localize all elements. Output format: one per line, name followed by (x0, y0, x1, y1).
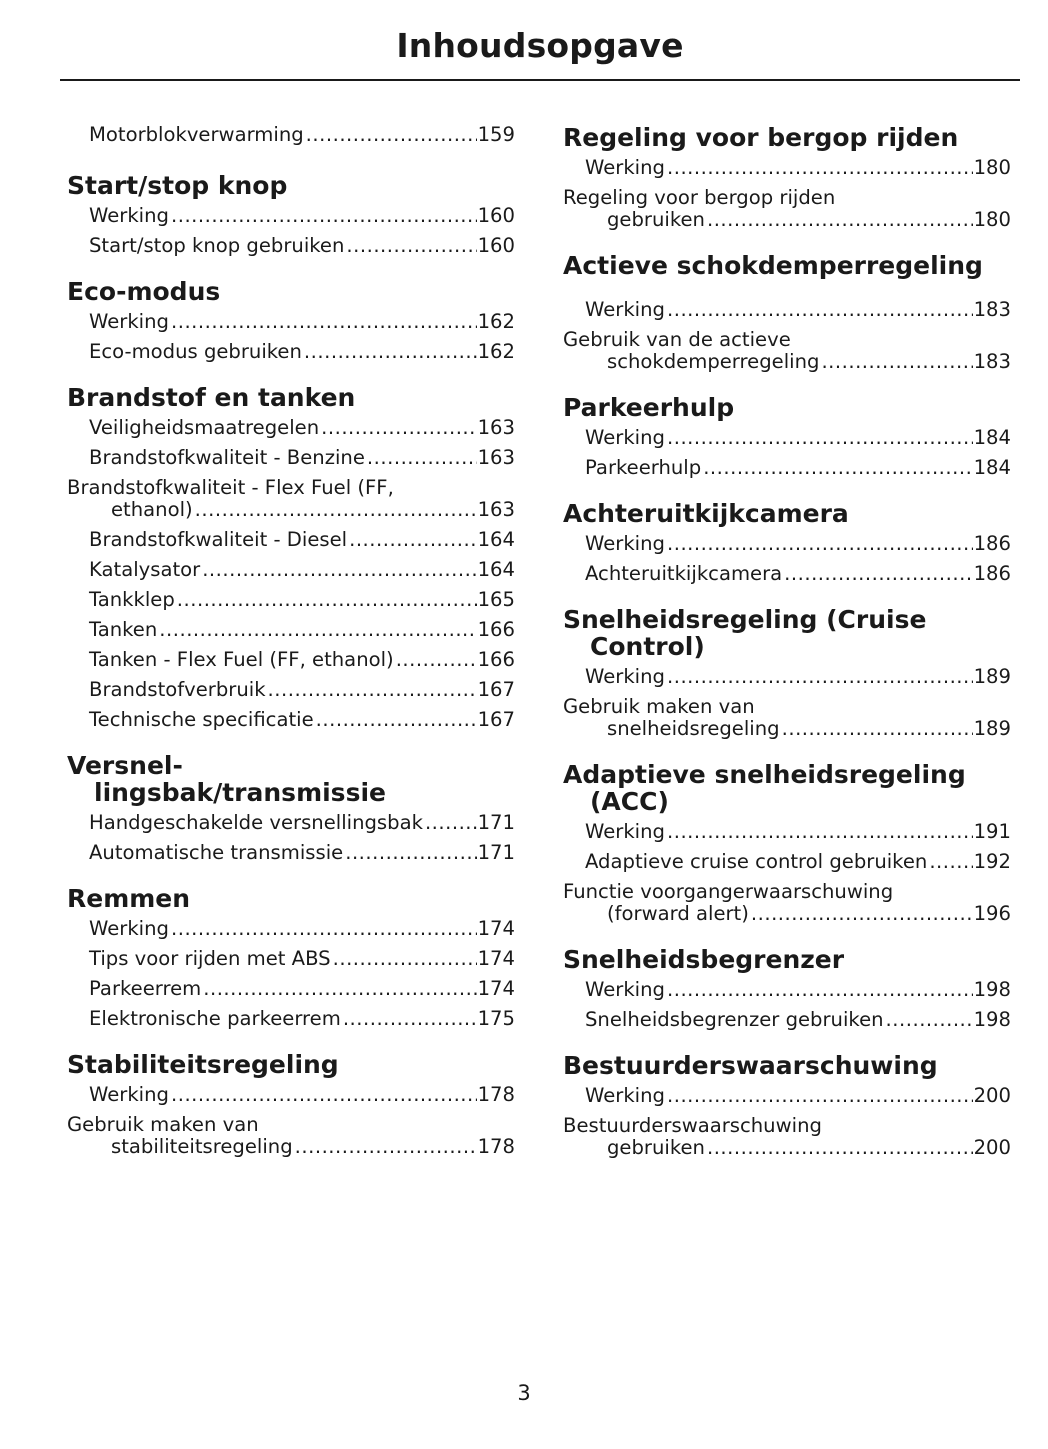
toc-section (67, 885, 515, 1030)
toc-entry-text: Werking (585, 156, 665, 179)
toc-entry-page: 180 (973, 156, 1011, 179)
toc-entry[interactable] (563, 1009, 1011, 1031)
toc-entry[interactable] (67, 311, 515, 333)
toc-entry-page: 167 (477, 678, 515, 701)
toc-entry-page: 166 (477, 648, 515, 671)
toc-entry[interactable] (67, 842, 515, 864)
toc-entry-text: Automatische transmissie (89, 841, 344, 864)
toc-entry-text-line1: Bestuurderswaarschuwing (563, 1114, 822, 1137)
toc-entry[interactable] (67, 918, 515, 940)
toc-section-heading-line: lingsbak/transmissie (94, 778, 386, 807)
toc-leader-dots (306, 124, 477, 146)
toc-entry-text: Werking (89, 204, 169, 227)
toc-section-heading[interactable]: Snelheidsbegrenzer (563, 945, 845, 974)
toc-leader-dots (171, 205, 477, 227)
toc-leader-dots (782, 718, 973, 740)
toc-leader-dots (667, 666, 973, 688)
toc-leader-dots (751, 903, 973, 925)
toc-entry-page: 198 (973, 1008, 1011, 1031)
toc-entry[interactable] (563, 851, 1011, 873)
toc-entry-page: 167 (477, 708, 515, 731)
toc-leader-dots (667, 979, 973, 1001)
toc-entry[interactable] (563, 696, 1011, 740)
toc-section-heading[interactable]: Remmen (67, 884, 191, 913)
toc-section-heading[interactable]: Brandstof en tanken (67, 383, 356, 412)
toc-leader-dots (367, 447, 477, 469)
toc-entry[interactable] (563, 457, 1011, 479)
toc-entry-page: 186 (973, 532, 1011, 555)
toc-entry[interactable] (67, 1114, 515, 1158)
toc-entry-text: Tankklep (89, 588, 175, 611)
toc-entry-text-line1: Gebruik maken van (563, 695, 755, 718)
toc-entry[interactable] (563, 666, 1011, 688)
toc-leader-dots (929, 851, 972, 873)
toc-section-heading-line: (ACC) (590, 787, 669, 816)
toc-entry[interactable] (67, 447, 515, 469)
toc-entry-text: Brandstofkwaliteit - Benzine (89, 446, 365, 469)
toc-entry-text: Werking (585, 298, 665, 321)
toc-entry[interactable] (67, 948, 515, 970)
toc-section-heading[interactable]: Actieve schokdemperregeling (563, 251, 983, 280)
toc-entry-page: 171 (477, 811, 515, 834)
toc-entry[interactable] (67, 1008, 515, 1030)
toc-entry-page: 171 (477, 841, 515, 864)
toc-entry[interactable] (563, 979, 1011, 1001)
toc-entry-text: snelheidsregeling (607, 717, 780, 740)
toc-entry[interactable] (563, 299, 1011, 321)
toc-section-heading[interactable]: Start/stop knop (67, 171, 288, 200)
toc-section (67, 278, 515, 363)
toc-entry-page: 160 (477, 234, 515, 257)
toc-entry-page: 192 (973, 850, 1011, 873)
toc-leader-dots (203, 978, 476, 1000)
toc-section-heading-line: Versnel- (67, 751, 183, 780)
toc-entry-text: Brandstofkwaliteit - Diesel (89, 528, 348, 551)
toc-entry[interactable] (563, 157, 1011, 179)
toc-entry-page: 159 (477, 123, 515, 146)
toc-left-column (67, 124, 515, 1179)
toc-entry[interactable] (67, 559, 515, 581)
toc-entry-page: 163 (477, 416, 515, 439)
toc-leader-dots (345, 842, 476, 864)
toc-entry-page: 175 (477, 1007, 515, 1030)
toc-leader-dots (268, 679, 477, 701)
toc-entry-text-line1: Gebruik maken van (67, 1113, 259, 1136)
toc-entry-text: Werking (585, 978, 665, 1001)
toc-entry-text: Technische specificatie (89, 708, 314, 731)
toc-leader-dots (202, 559, 476, 581)
toc-entry-text: (forward alert) (607, 902, 749, 925)
toc-entry[interactable] (563, 1085, 1011, 1107)
toc-section-heading[interactable]: Parkeerhulp (563, 393, 735, 422)
toc-section-heading[interactable]: Bestuurderswaarschuwing (563, 1051, 938, 1080)
toc-leader-dots (333, 948, 477, 970)
toc-entry-page: 164 (477, 528, 515, 551)
page-number: 3 (517, 1381, 531, 1405)
toc-entry[interactable] (67, 205, 515, 227)
toc-entry-text: Tanken - Flex Fuel (FF, ethanol) (89, 648, 394, 671)
toc-entry-page: 183 (973, 298, 1011, 321)
toc-entry-page: 166 (477, 618, 515, 641)
toc-leader-dots (667, 533, 973, 555)
toc-entry-text-line1: Functie voorgangerwaarschuwing (563, 880, 894, 903)
toc-entry-text: Eco-modus gebruiken (89, 340, 302, 363)
toc-entry-text: Handgeschakelde versnellingsbak (89, 811, 423, 834)
toc-entry-text: stabiliteitsregeling (111, 1135, 293, 1158)
toc-entry[interactable] (67, 619, 515, 641)
toc-entry-page: 184 (973, 456, 1011, 479)
toc-leader-dots (171, 311, 477, 333)
toc-entry-page: 198 (973, 978, 1011, 1001)
toc-entry-text: gebruiken (607, 1136, 705, 1159)
toc-entry[interactable] (563, 427, 1011, 449)
toc-entry-page: 196 (973, 902, 1011, 925)
toc-leader-dots (667, 427, 973, 449)
toc-section (563, 500, 1011, 585)
toc-section (563, 252, 1011, 373)
toc-section (563, 761, 1011, 925)
toc-entry-page: 174 (477, 917, 515, 940)
toc-section (563, 1052, 1011, 1159)
toc-leader-dots (321, 417, 476, 439)
toc-entry[interactable] (67, 417, 515, 439)
toc-entry[interactable] (67, 341, 515, 363)
toc-entry[interactable] (67, 649, 515, 671)
toc-section-heading[interactable]: Eco-modus (67, 277, 221, 306)
toc-entry-text: Adaptieve cruise control gebruiken (585, 850, 928, 873)
toc-section-heading[interactable] (67, 752, 515, 806)
toc-entry-page: 200 (973, 1136, 1011, 1159)
toc-entry[interactable] (67, 589, 515, 611)
toc-entry-text: Werking (585, 1084, 665, 1107)
toc-entry[interactable] (563, 187, 1011, 231)
toc-leader-dots (667, 1085, 973, 1107)
toc-entry-text-line1: Regeling voor bergop rijden (563, 186, 836, 209)
toc-leader-dots (425, 812, 477, 834)
toc-entry-page: 178 (477, 1083, 515, 1106)
toc-entry-page: 160 (477, 204, 515, 227)
toc-leader-dots (343, 1008, 477, 1030)
toc-entry[interactable] (67, 978, 515, 1000)
toc-lead-section (67, 124, 515, 146)
toc-section-heading[interactable]: Regeling voor bergop rijden (563, 123, 959, 152)
toc-entry-text: gebruiken (607, 208, 705, 231)
toc-entry-text: Motorblokverwarming (89, 123, 304, 146)
toc-section-heading[interactable] (563, 761, 1011, 815)
toc-entry[interactable] (67, 477, 515, 521)
toc-section-heading[interactable] (563, 606, 1011, 660)
toc-entry-text: Snelheidsbegrenzer gebruiken (585, 1008, 884, 1031)
toc-entry-text: Achteruitkijkcamera (585, 562, 783, 585)
toc-section-heading-line: Snelheidsregeling (Cruise (563, 605, 927, 634)
toc-entry-text: Werking (89, 1083, 169, 1106)
toc-entry-page: 200 (973, 1084, 1011, 1107)
toc-leader-dots (707, 209, 973, 231)
toc-entry[interactable] (67, 812, 515, 834)
toc-entry-page: 163 (477, 446, 515, 469)
toc-entry-text: Parkeerhulp (585, 456, 702, 479)
toc-leader-dots (304, 341, 477, 363)
toc-entry-page: 189 (973, 717, 1011, 740)
toc-section (563, 394, 1011, 479)
toc-entry-text: Veiligheidsmaatregelen (89, 416, 320, 439)
toc-section-heading[interactable]: Achteruitkijkcamera (563, 499, 849, 528)
toc-section-heading-line: Control) (590, 632, 705, 661)
toc-leader-dots (295, 1136, 477, 1158)
toc-entry-text: schokdemperregeling (607, 350, 820, 373)
toc-entry[interactable] (563, 533, 1011, 555)
toc-entry-text: Start/stop knop gebruiken (89, 234, 345, 257)
toc-leader-dots (703, 457, 972, 479)
toc-entry-text: Werking (585, 665, 665, 688)
toc-entry[interactable] (67, 1084, 515, 1106)
toc-leader-dots (886, 1009, 973, 1031)
toc-entry-page: 180 (973, 208, 1011, 231)
toc-entry-page: 163 (477, 498, 515, 521)
toc-entry-page: 178 (477, 1135, 515, 1158)
toc-entry[interactable] (563, 1115, 1011, 1159)
toc-entry-page: 189 (973, 665, 1011, 688)
toc-leader-dots (177, 589, 477, 611)
toc-leader-dots (667, 821, 973, 843)
toc-entry-text: Werking (89, 917, 169, 940)
toc-entry-page: 164 (477, 558, 515, 581)
toc-entry-text: Werking (89, 310, 169, 333)
toc-leader-dots (159, 619, 476, 641)
toc-entry-text: Katalysator (89, 558, 201, 581)
toc-entry-text: Tanken (89, 618, 158, 641)
toc-leader-dots (707, 1137, 973, 1159)
toc-entry-text: Elektronische parkeerrem (89, 1007, 341, 1030)
toc-leader-dots (316, 709, 477, 731)
toc-entry[interactable] (67, 235, 515, 257)
toc-entry-text: Tips voor rijden met ABS (89, 947, 331, 970)
toc-entry[interactable] (67, 124, 515, 146)
toc-right-column (563, 124, 1011, 1180)
toc-leader-dots (171, 1084, 477, 1106)
toc-entry-page: 184 (973, 426, 1011, 449)
toc-section (67, 384, 515, 731)
toc-entry-page: 162 (477, 310, 515, 333)
toc-entry-text: Werking (585, 820, 665, 843)
toc-entry[interactable] (67, 679, 515, 701)
toc-entry[interactable] (67, 709, 515, 731)
toc-section (563, 946, 1011, 1031)
toc-section (67, 752, 515, 864)
toc-section (67, 1051, 515, 1158)
toc-entry-page: 174 (477, 977, 515, 1000)
toc-entry[interactable] (563, 329, 1011, 373)
toc-section-heading[interactable]: Stabiliteitsregeling (67, 1050, 339, 1079)
toc-entry-text: ethanol) (111, 498, 193, 521)
toc-entry-page: 165 (477, 588, 515, 611)
toc-entry-text-line1: Brandstofkwaliteit - Flex Fuel (FF, (67, 476, 394, 499)
toc-leader-dots (346, 235, 476, 257)
toc-entry-text: Brandstofverbruik (89, 678, 266, 701)
toc-entry-page: 183 (973, 350, 1011, 373)
toc-section (563, 124, 1011, 231)
toc-entry-text-line1: Gebruik van de actieve (563, 328, 791, 351)
toc-entry-text: Werking (585, 532, 665, 555)
title-divider (60, 79, 1020, 81)
toc-leader-dots (349, 529, 477, 551)
toc-leader-dots (784, 563, 972, 585)
toc-entry[interactable] (67, 529, 515, 551)
toc-leader-dots (171, 918, 477, 940)
toc-entry-page: 174 (477, 947, 515, 970)
toc-leader-dots (821, 351, 972, 373)
toc-leader-dots (195, 499, 477, 521)
toc-entry-page: 191 (973, 820, 1011, 843)
toc-entry-page: 162 (477, 340, 515, 363)
toc-leader-dots (396, 649, 477, 671)
toc-entry-text: Parkeerrem (89, 977, 202, 1000)
toc-entry-text: Werking (585, 426, 665, 449)
toc-section-heading-line: Adaptieve snelheidsregeling (563, 760, 966, 789)
toc-section (67, 172, 515, 257)
toc-entry[interactable] (563, 821, 1011, 843)
toc-leader-dots (667, 299, 973, 321)
toc-leader-dots (667, 157, 973, 179)
toc-entry-page: 186 (973, 562, 1011, 585)
page-title: Inhoudsopgave (396, 26, 684, 65)
toc-entry[interactable] (563, 563, 1011, 585)
toc-entry[interactable] (563, 881, 1011, 925)
toc-section (563, 606, 1011, 740)
